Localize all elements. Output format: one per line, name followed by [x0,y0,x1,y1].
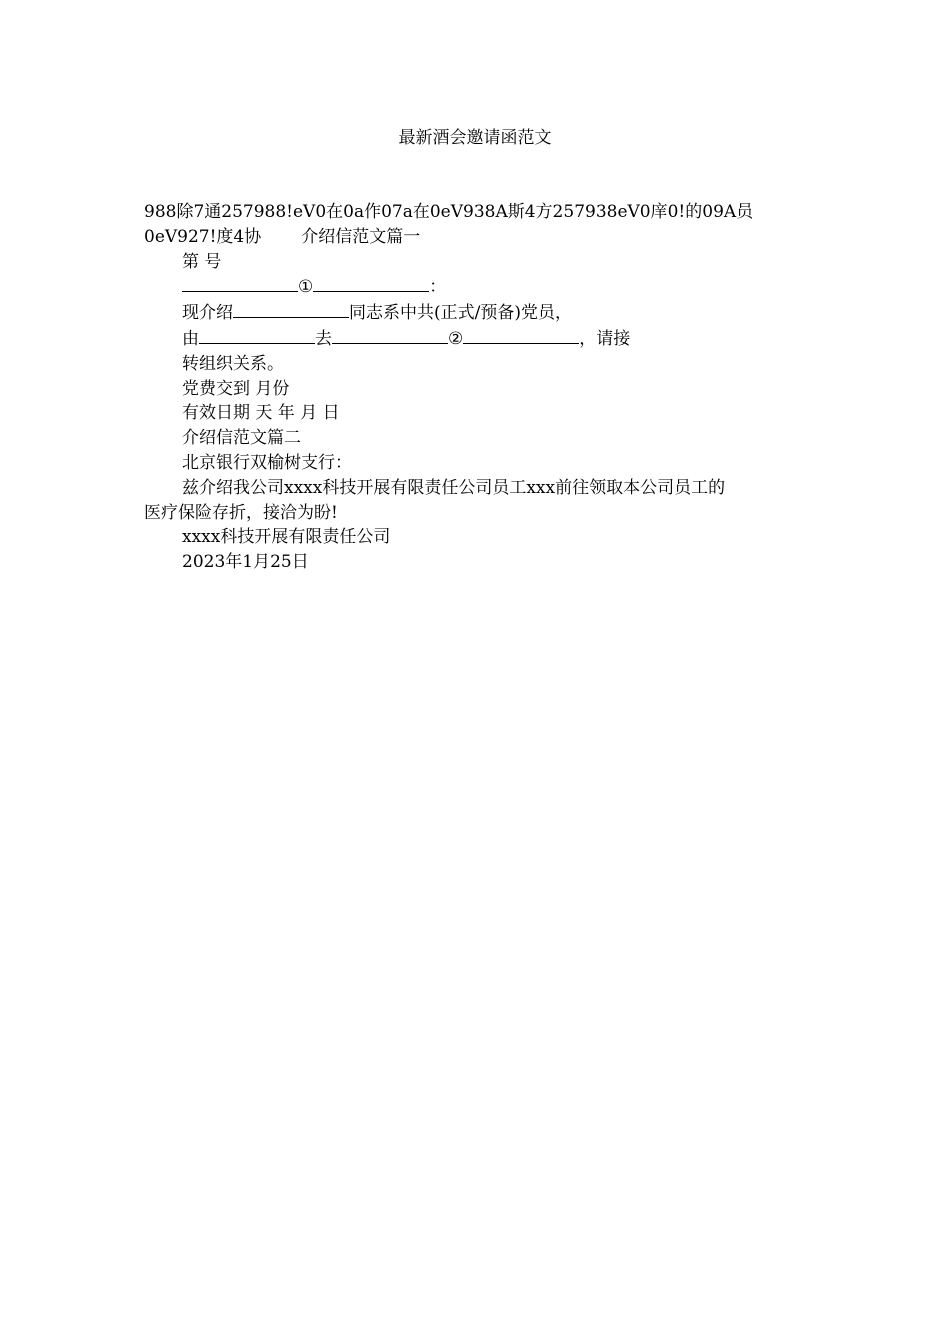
intro-line-2-text: 0eV927!度4协 [144,226,262,247]
blank-underline [233,300,349,318]
bank-addressee: 北京银行双榆树支行： [182,452,352,473]
document-body [144,200,808,575]
blank-underline [463,326,579,344]
letter-date: 2023年1月25日 [182,552,309,573]
introduce-line [144,300,808,326]
circle-marker-1: ① [298,277,314,298]
intro-line-1: 988除7通257988!eV0在0a作07a在0eV938A斯4方257938eV0庠0!的09A员 [144,202,754,222]
dues-line: 党费交到 月份 [182,378,290,399]
heading-part-one: 介绍信范文篇一 [301,226,421,247]
blank-underline [313,274,429,292]
to-label: 去 [315,328,332,349]
transfer-line: 转组织关系。 [182,353,284,374]
addressee-line [144,274,808,300]
colon: ： [429,277,447,298]
heading-part-two: 介绍信范文篇二 [182,428,301,449]
validity-line: 有效日期 天 年 月 日 [182,403,340,424]
letter-number: 第 号 [182,251,222,272]
circle-marker-2: ② [448,328,464,349]
party-member-text: 同志系中共(正式/预备)党员， [349,303,572,324]
blank-underline [332,326,448,344]
blank-underline [199,326,315,344]
please-receive-text: ，请接 [579,328,631,349]
blank-underline [182,274,298,292]
intro-body-line-1: 兹介绍我公司xxxx科技开展有限责任公司员工xxx前往领取本公司员工的 [182,477,726,498]
intro-body-line-2: 医疗保险存折，接洽为盼! [144,502,338,523]
intro-label: 现介绍 [182,303,233,324]
from-to-line [144,326,808,352]
from-label: 由 [182,328,199,349]
intro-line-2 [144,225,808,250]
document-title: 最新酒会邀请函范文 [398,128,552,148]
company-signature: xxxx科技开展有限责任公司 [182,527,391,548]
